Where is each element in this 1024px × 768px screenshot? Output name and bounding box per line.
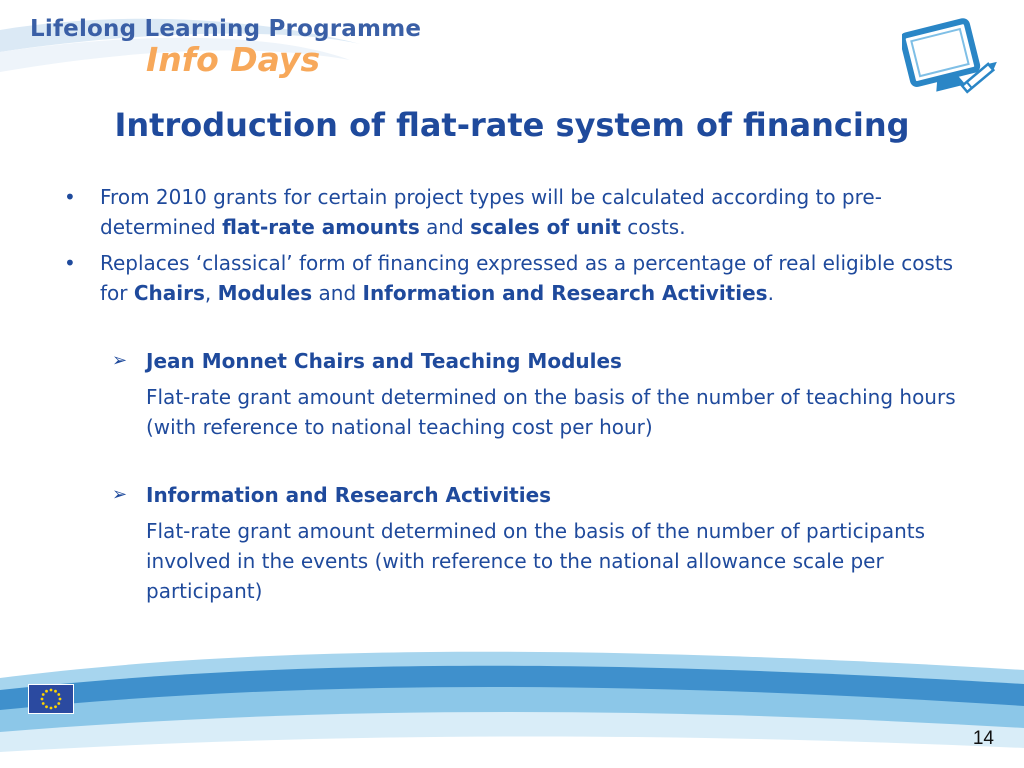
bullet-text: and [419,215,471,239]
bullet-strong-text: Chairs [133,281,205,305]
bullet-item-flat-rate [62,182,968,242]
brand-logo [30,16,421,79]
bullet-text: . [767,281,774,305]
bullet-marker: • [64,251,76,275]
bullet-strong-text: scales of unit [470,215,621,239]
sub-section-text: Flat-rate grant amount determined on the basis of the number of teaching hours (with reference to national teaching cost per hour) [146,385,956,439]
sub-section-chairs-modules [62,346,968,442]
bullet-strong-text: Modules [217,281,313,305]
bullet-text: From 2010 grants for certain project types will be calculated according to pre-determined [100,185,882,239]
arrow-bullet-icon: ➢ [112,350,128,371]
bullet-text: , [204,281,218,305]
sub-section-title: Information and Research Activities [146,483,552,507]
footer-waves [0,640,1024,768]
bullet-text: costs. [620,215,686,239]
sub-section-info-research [62,480,968,606]
bullet-marker: • [64,185,76,209]
slide-title: Introduction of flat-rate system of financing [114,106,910,144]
bullet-strong-text: flat-rate amounts [222,215,420,239]
bullet-text: Replaces ‘classical’ form of financing expressed as a percentage of real eligible costs for [100,251,954,305]
arrow-bullet-icon: ➢ [112,484,128,505]
bullet-strong-text: Information and Research Activities [362,281,768,305]
bullet-item-replaces [62,248,968,308]
page-number: 14 [972,728,994,749]
brand-line2: Info Days [146,40,321,79]
monitor-pencil-icon [902,16,1002,98]
sub-section-title: Jean Monnet Chairs and Teaching Modules [146,349,622,373]
eu-flag-icon [28,684,74,714]
bullet-text: and [312,281,363,305]
slide-content [62,182,968,606]
brand-line1: Lifelong Learning Programme [30,16,422,42]
sub-section-text: Flat-rate grant amount determined on the basis of the number of participants involved in the events (with reference to the national allowance scale per participant) [146,519,926,603]
